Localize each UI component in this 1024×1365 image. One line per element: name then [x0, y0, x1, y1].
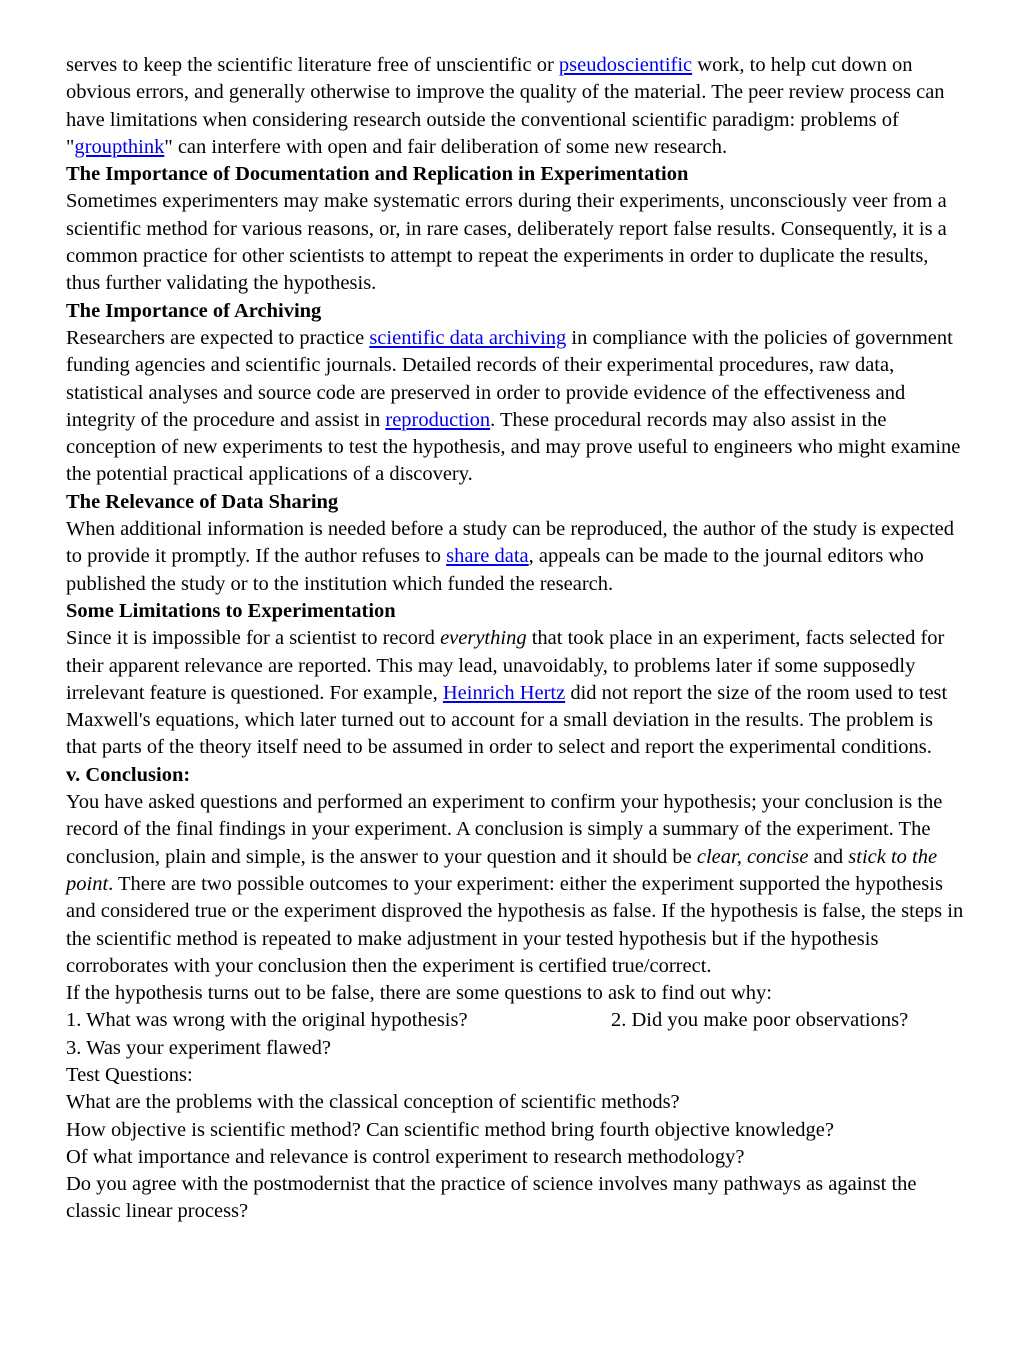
link-heinrich-hertz[interactable]: Heinrich Hertz [442, 681, 566, 704]
heading-limitations: Some Limitations to Experimentation [66, 599, 396, 622]
questions-row [66, 1007, 966, 1034]
test-question: What are the problems with the classical conception of scientific methods? [66, 1091, 680, 1114]
question-1: 1. What was wrong with the original hypothesis? [66, 1009, 468, 1032]
heading-data-sharing: The Relevance of Data Sharing [66, 490, 339, 513]
link-share-data[interactable]: share data [446, 545, 529, 568]
paragraph-data-sharing: When additional information is needed before a study can be reproduced, the author of the study is expected to provide it promptly. If the author refuses to share data, appeals can be made to the journal editors who published the study or to the institution which funded the research. [66, 518, 955, 595]
heading-archiving: The Importance of Archiving [66, 299, 322, 322]
intro-paragraph: serves to keep the scientific literature free of unscientific or pseudoscientific work, to help cut down on obvious errors, and generally otherwise to improve the quality of the material. The peer review process can have limitations when considering research outside the conventional scientific paradigm: problems of "groupthink" can interfere with open and fair deliberation of some new research. [66, 54, 945, 158]
questions-intro: If the hypothesis turns out to be false, there are some questions to ask to find out why: [66, 982, 772, 1005]
question-2: 2. Did you make poor observations? [611, 1009, 909, 1032]
test-question: Do you agree with the postmodernist that the practice of science involves many pathways as against the classic linear process? [66, 1173, 917, 1223]
link-scientific-data-archiving[interactable]: scientific data archiving [369, 326, 567, 349]
link-reproduction[interactable]: reproduction [385, 408, 491, 431]
paragraph-documentation-replication: Sometimes experimenters may make systematic errors during their experiments, unconsciously veer from a scientific method for various reasons, or, in rare cases, deliberately report false results. Consequently, it is a common practice for other scientists to attempt to repeat the experiments in order to duplicate the results, thus further validating the hypothesis. [66, 190, 947, 295]
test-question: Of what importance and relevance is control experiment to research methodology? [66, 1145, 745, 1168]
heading-conclusion: v. Conclusion: [66, 763, 191, 786]
heading-documentation-replication: The Importance of Documentation and Replication in Experimentation [66, 163, 689, 186]
document-page [66, 52, 966, 1226]
paragraph-archiving: Researchers are expected to practice scientific data archiving in compliance with the policies of government funding agencies and scientific journals. Detailed records of their experimental procedures, raw data, statistical analyses and source code are preserved in order to provide evidence of the effectiveness and integrity of the procedure and assist in reproduction. These procedural records may also assist in the conception of new experiments to test the hypothesis, and may prove useful to engineers who might examine the potential practical applications of a discovery. [66, 326, 961, 486]
link-pseudoscientific[interactable]: pseudoscientific [558, 54, 693, 76]
paragraph-limitations: Since it is impossible for a scientist to record everything that took place in an experiment, facts selected for their apparent relevance are reported. This may lead, unavoidably, to problems later if some supposedly irrelevant feature is questioned. For example, Heinrich Hertz did not report the size of the room used to test Maxwell's equations, which later turned out to account for a small deviation in the results. The problem is that parts of the theory itself need to be assumed in order to select and report the experimental conditions. [66, 627, 948, 759]
question-3: 3. Was your experiment flawed? [66, 1036, 331, 1059]
link-groupthink[interactable]: groupthink [74, 135, 165, 158]
paragraph-conclusion: You have asked questions and performed an experiment to confirm your hypothesis; your conclusion is the record of the final findings in your experiment. A conclusion is simply a summary of the experiment. The conclusion, plain and simple, is the answer to your question and it should be clear, concise and stick to the point. There are two possible outcomes to your experiment: either the experiment supported the hypothesis and considered true or the experiment disproved the hypothesis as false. If the hypothesis is false, the steps in the scientific method is repeated to make adjustment in your tested hypothesis but if the hypothesis corroborates with your conclusion then the experiment is certified true/correct. [66, 791, 964, 977]
test-questions-label: Test Questions: [66, 1063, 193, 1086]
test-question: How objective is scientific method? Can scientific method bring fourth objective knowledge? [66, 1118, 834, 1141]
